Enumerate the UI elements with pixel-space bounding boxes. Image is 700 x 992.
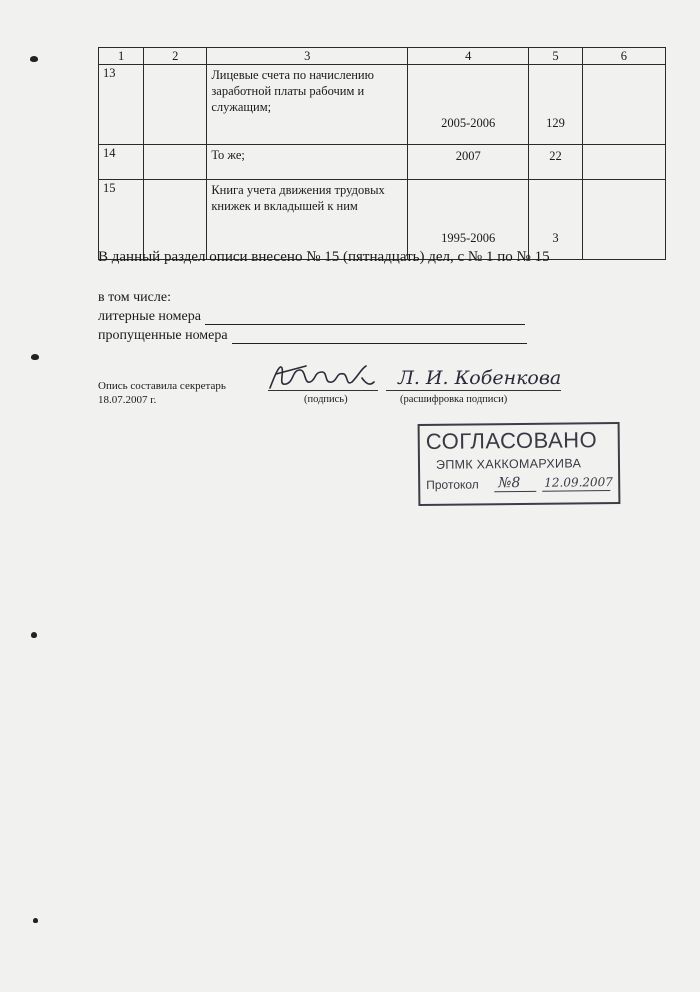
column-header: 3 [207,48,408,65]
row-dates: 2005-2006 [408,65,529,145]
date-label: 18.07.2007 г. [98,394,157,406]
binder-hole-mark [31,354,39,360]
signature-caption: (подпись) [304,394,348,405]
stamp-protocol-date: 12.09.2007 [544,475,613,490]
row-index [144,145,207,180]
including-label: в том числе: [98,290,171,305]
row-number: 14 [99,145,144,180]
row-index [144,65,207,145]
literal-numbers-row [98,309,525,325]
fill-line [232,329,527,344]
row-dates: 1995-2006 [408,180,529,260]
column-header: 4 [408,48,529,65]
summary-text: В данный раздел описи внесено № 15 (пятнадцать) дел, с № 1 по № 15 [98,249,550,265]
row-count: 3 [529,180,583,260]
column-header: 2 [144,48,207,65]
stamp-organization: ЭПМК ХАККОМАРХИВА [435,456,582,472]
literal-numbers-label: литерные номера [98,309,201,324]
table-row [99,65,666,145]
skipped-numbers-label: пропущенные номера [98,328,228,343]
row-number: 15 [99,180,144,260]
approval-stamp [418,422,621,506]
compiled-by-label: Опись составила секретарь [98,380,226,392]
row-dates: 2007 [408,145,529,180]
table-header-row [99,48,666,65]
row-title: Лицевые счета по начислению заработной платы рабочим и служащим; [207,65,408,145]
column-header: 1 [99,48,144,65]
table-row [99,180,666,260]
row-note [582,180,665,260]
stamp-title: СОГЛАСОВАНО [425,427,598,454]
signature-decode-handwritten [392,362,568,392]
handwritten-signature [266,360,386,394]
skipped-numbers-row [98,328,527,344]
signature-decode-text: Л. И. Кобенкова [398,367,562,389]
row-number: 13 [99,65,144,145]
row-count: 129 [529,65,583,145]
inventory-table [98,47,666,260]
column-header: 6 [582,48,665,65]
stamp-protocol-number: №8 [498,474,521,492]
column-header: 5 [529,48,583,65]
decode-caption: (расшифровка подписи) [400,394,508,405]
stamp-protocol-label: Протокол [426,477,479,492]
binder-hole-mark [33,918,38,923]
binder-hole-mark [31,632,37,638]
row-note [582,145,665,180]
row-title: То же; [207,145,408,180]
fill-line [205,310,525,325]
row-title: Книга учета движения трудовых книжек и вкладышей к ним [207,180,408,260]
row-count: 22 [529,145,583,180]
table-row [99,145,666,180]
binder-hole-mark [30,56,38,62]
stamp-date-underline [542,490,610,492]
stamp-number-underline [494,491,536,492]
row-note [582,65,665,145]
row-index [144,180,207,260]
